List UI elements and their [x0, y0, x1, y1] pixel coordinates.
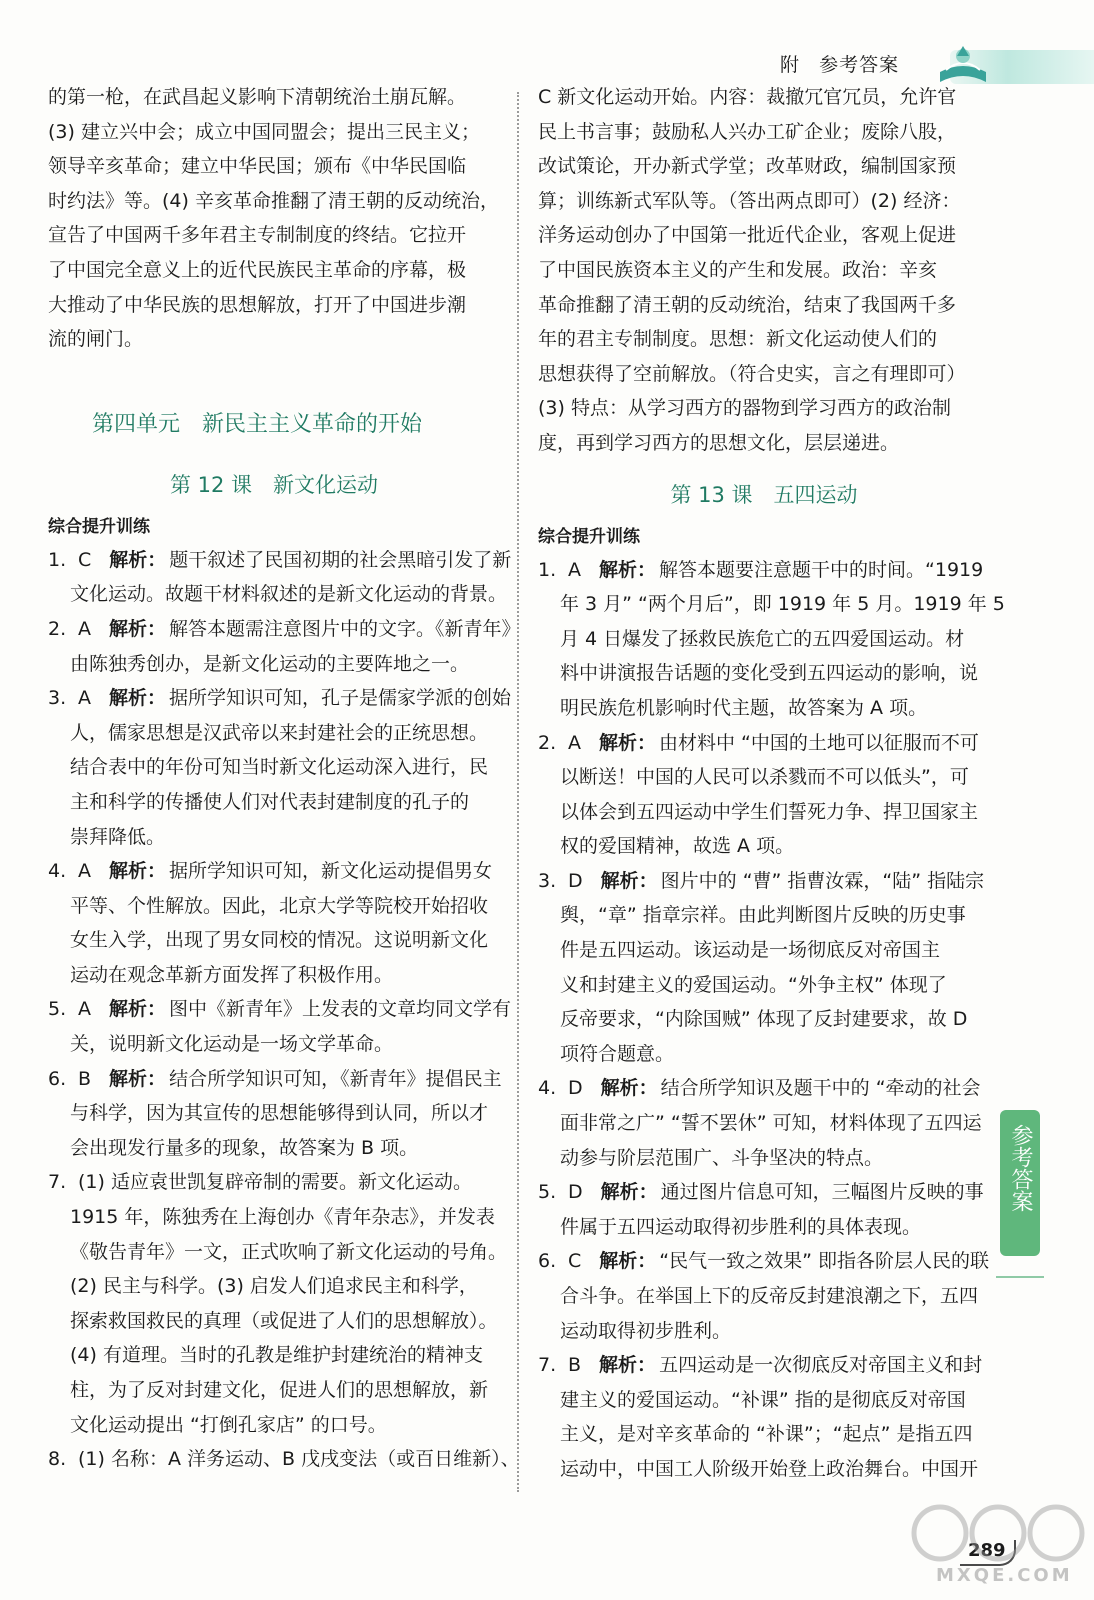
item-text-line [70, 1200, 500, 1235]
item-text: 料中讲演报告话题的变化受到五四运动的影响，说 [560, 662, 979, 685]
item-answer: D [568, 1181, 583, 1204]
item-number: 2. [538, 731, 557, 754]
item-text-line [560, 1037, 990, 1072]
item-answer: A [78, 687, 91, 710]
item-text: 动参与阶层范围广、斗争坚决的特点。 [560, 1146, 884, 1169]
item-text: 结合表中的年份可知当时新文化运动深入进行，民 [70, 756, 489, 779]
item-text-line [70, 785, 500, 820]
analysis-label: 解析： [109, 860, 167, 883]
item-number: 6. [538, 1250, 557, 1273]
item-answer: D [568, 869, 583, 892]
item-text-line [560, 1244, 990, 1279]
text-line: 思想获得了空前解放。（符合史实，言之有理即可） [538, 362, 966, 385]
text-line: 年的君主专制制度。思想：新文化运动使人们的 [538, 328, 938, 351]
item-text: 运动取得初步胜利。 [560, 1319, 732, 1342]
watermark-logo-icon [880, 1495, 1094, 1565]
item-text: 结合所学知识及题干中的 “牵动的社会 [660, 1077, 981, 1100]
item-text-line [560, 933, 990, 968]
analysis-label: 解析： [109, 548, 167, 571]
section-head-right: 综合提升训练 [538, 526, 640, 547]
item-answer: C [78, 548, 92, 571]
item-text: 解答本题需注意图片中的文字。《新青年》 [169, 617, 521, 640]
section-head-left: 综合提升训练 [48, 516, 150, 537]
item-text: 人，儒家思想是汉武帝以来封建社会的正统思想。 [70, 721, 489, 744]
item-text: 由陈独秀创办，是新文化运动的主要阵地之一。 [70, 652, 470, 675]
text-line: C 新文化运动开始。内容：裁撤冗官冗员，允许官 [538, 86, 957, 108]
answer-item [538, 1071, 990, 1175]
item-text: 会出现发行量多的现象，故答案为 B 项。 [70, 1136, 419, 1159]
item-text: 通过图片信息可知，三幅图片反映的事 [660, 1181, 984, 1204]
item-text-line [70, 1027, 500, 1062]
item-text-line [70, 958, 500, 993]
item-text-line [560, 1279, 990, 1314]
page-number: 289 [968, 1540, 1006, 1561]
text-line: 了中国完全意义上的近代民族民主革命的序幕，极 [48, 258, 467, 281]
analysis-label: 解析： [109, 998, 167, 1021]
analysis-label: 解析： [109, 617, 167, 640]
item-answer: C [568, 1250, 582, 1273]
item-number: 6. [48, 1067, 67, 1090]
text-line: 时约法》等。(4) 辛亥革命推翻了清王朝的反动统治， [48, 189, 499, 212]
item-text: 明民族危机影响时代主题，故答案为 A 项。 [560, 696, 928, 719]
item-text: 据所学知识可知，孔子是儒家学派的创始 [169, 687, 512, 710]
item-answer: A [78, 998, 91, 1021]
item-answer: A [78, 860, 91, 883]
item-text-line [560, 1141, 990, 1176]
item-text-line [70, 1408, 500, 1443]
item-text: 面非常之广” “誓不罢休” 可知，材料体现了五四运 [560, 1112, 982, 1135]
text-line: (3) 特点：从学习西方的器物到学习西方的政治制 [538, 397, 951, 420]
item-text-line [560, 864, 990, 899]
item-text: 据所学知识可知，新文化运动提倡男女 [169, 860, 493, 883]
item-text: 五四运动是一次彻底反对帝国主义和封 [659, 1354, 983, 1377]
item-text-line [70, 1062, 500, 1097]
side-rule [996, 1276, 1044, 1278]
item-text-line [70, 1096, 500, 1131]
answer-item [538, 1175, 990, 1244]
text-line: 宣告了中国两千多年君主专制制度的终结。它拉开 [48, 224, 467, 247]
item-number: 5. [538, 1181, 557, 1204]
analysis-label: 解析： [600, 1077, 658, 1100]
item-text-line [70, 1131, 500, 1166]
item-text: 结合所学知识可知，《新青年》提倡民主 [169, 1067, 502, 1090]
item-answer: B [568, 1354, 582, 1377]
item-text-line [78, 1165, 500, 1200]
text-line: 的第一枪，在武昌起义影响下清朝统治土崩瓦解。 [48, 86, 467, 108]
text-line: 流的闸门。 [48, 328, 144, 351]
header-title [780, 50, 899, 77]
answer-item [538, 1244, 990, 1348]
item-text-line [70, 750, 500, 785]
item-text: 以断送！中国的人民可以杀戮而不可以低头”，可 [560, 766, 969, 789]
item-text: 题干叙述了民国初期的社会黑暗引发了新 [169, 548, 512, 571]
item-text-line [70, 647, 500, 682]
header-fu: 附 [780, 54, 801, 76]
item-number: 2. [48, 617, 67, 640]
item-text-line [560, 1071, 990, 1106]
item-number: 4. [538, 1077, 557, 1100]
item-text-line [70, 992, 512, 1027]
right-answer-list [538, 553, 1005, 1487]
answer-item [48, 1062, 500, 1166]
item-text-line [560, 898, 990, 933]
item-text: 反帝要求，“内除国贼” 体现了反封建要求，故 D [560, 1008, 968, 1031]
analysis-label: 解析： [600, 869, 658, 892]
item-text: 舆，“章” 指章宗祥。由此判断图片反映的历史事 [560, 904, 966, 927]
item-text-line [560, 829, 990, 864]
answer-item [48, 681, 512, 854]
column-divider [517, 92, 519, 1492]
item-text: 义和封建主义的爱国运动。“外争主权” 体现了 [560, 973, 947, 996]
answer-item [538, 726, 990, 864]
analysis-label: 解析： [109, 1067, 167, 1090]
item-text-line [560, 622, 990, 657]
item-text: (1) 适应袁世凯复辟帝制的需要。新文化运动。 [78, 1171, 472, 1194]
item-answer: A [568, 731, 581, 754]
item-text-line [70, 681, 512, 716]
side-tab-answers [1000, 1110, 1040, 1256]
item-text-line [560, 1175, 990, 1210]
left-answer-list [48, 543, 521, 1477]
item-text: 合斗争。在举国上下的反帝反封建浪潮之下，五四 [560, 1285, 979, 1307]
item-text-line [560, 968, 990, 1003]
item-text-line [560, 691, 990, 726]
item-number: 1. [48, 548, 67, 571]
item-number: 3. [538, 869, 557, 892]
item-text: 平等、个性解放。因此，北京大学等院校开始招收 [70, 894, 489, 917]
side-tab-label: 参考答案 [1008, 1124, 1033, 1212]
item-text: 柱，为了反对封建文化，促进人们的思想解放，新 [70, 1379, 489, 1401]
item-text: 运动在观念革新方面发挥了积极作用。 [70, 963, 394, 986]
item-number: 7. [538, 1354, 557, 1377]
header-answer-label: 参考答案 [819, 54, 900, 76]
item-text-line [560, 587, 1005, 622]
item-text: 文化运动提出 “打倒孔家店” 的口号。 [70, 1413, 387, 1436]
item-number: 3. [48, 687, 67, 710]
answer-item [538, 864, 990, 1072]
item-text: 项符合题意。 [560, 1042, 675, 1065]
item-text-line [70, 1373, 500, 1408]
item-text: 探索救国救民的真理（或促进了人们的思想解放）。 [70, 1309, 498, 1332]
text-line: 算；训练新式军队等。（答出两点即可）(2) 经济： [538, 189, 961, 212]
item-text: 图片中的 “曹” 指曹汝霖，“陆” 指陆宗 [660, 869, 985, 892]
item-text: 以体会到五四运动中学生们誓死力争、捍卫国家主 [560, 800, 979, 823]
item-text: 图中《新青年》上发表的文章均同文学有 [169, 998, 512, 1021]
answer-item [48, 854, 500, 992]
analysis-label: 解析： [599, 1250, 657, 1273]
answer-item [538, 1348, 990, 1486]
item-text: 运动中，中国工人阶级开始登上政治舞台。中国开 [560, 1457, 979, 1480]
text-line: 民上书言事；鼓励私人兴办工矿企业；废除八股， [538, 120, 957, 143]
item-answer: A [78, 617, 91, 640]
item-text-line [70, 1338, 500, 1373]
item-text: 崇拜降低。 [70, 825, 166, 848]
item-text-line [560, 795, 990, 830]
right-column [538, 80, 1005, 1487]
item-text: 主义，是对辛亥革命的 “补课”；“起点” 是指五四 [560, 1423, 973, 1446]
item-text-line [70, 923, 500, 958]
text-line: 大推动了中华民族的思想解放，打开了中国进步潮 [48, 293, 467, 316]
item-text-line [70, 820, 500, 855]
answer-item [538, 553, 1005, 726]
item-text-line [78, 1442, 520, 1477]
item-text-line [560, 1452, 990, 1487]
text-line: 领导辛亥革命；建立中华民国；颁布《中华民国临 [48, 155, 467, 178]
watermark [880, 1495, 1094, 1600]
answer-item [48, 1165, 508, 1442]
item-text: 解答本题要注意题干中的时间。“1919 [659, 558, 984, 581]
item-text-line [70, 577, 508, 612]
analysis-label: 解析： [599, 1354, 657, 1377]
item-text: 与科学，因为其宣传的思想能够得到认同，所以才 [70, 1102, 489, 1125]
item-text: 文化运动。故题干材料叙述的是新文化运动的背景。 [70, 583, 508, 606]
item-text: 《敬告青年》一文，正式吹响了新文化运动的号角。 [70, 1240, 508, 1263]
item-text: 1915 年，陈独秀在上海创办《青年杂志》，并发表 [70, 1206, 495, 1229]
item-text: 由材料中 “中国的土地可以征服而不可 [659, 731, 979, 754]
item-number: 8. [48, 1448, 67, 1471]
item-text-line [70, 716, 500, 751]
right-intro [538, 80, 990, 461]
lesson-13-title: 第 13 课 五四运动 [670, 482, 858, 507]
item-text-line [560, 1210, 990, 1245]
item-text: (1) 名称：A 洋务运动、B 戊戌变法（或百日维新）、 [78, 1448, 520, 1471]
text-line: 洋务运动创办了中国第一批近代企业，客观上促进 [538, 224, 957, 247]
item-text-line [560, 1417, 990, 1452]
item-text: 主和科学的传播使人们对代表封建制度的孔子的 [70, 790, 470, 813]
answer-item [48, 992, 512, 1061]
page-header [760, 38, 1094, 86]
item-text: (4) 有道理。当时的孔教是维护封建统治的精神支 [70, 1344, 483, 1367]
item-text-line [560, 726, 990, 761]
analysis-label: 解析： [599, 558, 657, 581]
item-number: 4. [48, 860, 67, 883]
item-text: 月 4 日爆发了拯救民族危亡的五四爱国运动。材 [560, 627, 965, 650]
item-text: 件是五四运动。该运动是一场彻底反对帝国主 [560, 939, 941, 962]
item-text-line [560, 760, 990, 795]
item-text-line [560, 1314, 990, 1349]
item-text-line [70, 1304, 500, 1339]
item-text-line [70, 1269, 500, 1304]
analysis-label: 解析： [600, 1181, 658, 1204]
item-text-line [560, 1383, 990, 1418]
item-text: 权的爱国精神，故选 A 项。 [560, 835, 795, 858]
item-text-line [560, 553, 990, 588]
analysis-label: 解析： [109, 687, 167, 710]
item-text-line [70, 889, 500, 924]
item-text: 年 3 月” “两个月后”，即 1919 年 5 月。1919 年 5 [560, 593, 1005, 616]
item-text-line [560, 1002, 990, 1037]
item-number: 7. [48, 1171, 67, 1194]
item-text-line [70, 543, 512, 578]
text-line: 革命推翻了清王朝的反动统治，结束了我国两千多 [538, 293, 957, 316]
left-column [48, 80, 521, 1477]
item-answer: B [78, 1067, 92, 1090]
answer-item [48, 543, 512, 612]
answer-item [48, 1442, 520, 1477]
left-intro [48, 80, 500, 357]
text-line: 改试策论，开办新式学堂；改革财政，编制国家预 [538, 155, 957, 178]
item-text-line [560, 1348, 990, 1383]
item-text-line [70, 854, 500, 889]
item-text-line [560, 1106, 990, 1141]
unit-title: 第四单元 新民主主义革命的开始 [92, 411, 423, 437]
answer-item [48, 612, 521, 681]
watermark-text: MXQE.COM [936, 1565, 1073, 1586]
analysis-label: 解析： [599, 731, 657, 754]
item-text: “民气一致之效果” 即指各阶层人民的联 [659, 1250, 990, 1273]
item-text: 女生入学，出现了男女同校的情况。这说明新文化 [70, 929, 489, 952]
item-text: 建主义的爱国运动。“补课” 指的是彻底反对帝国 [560, 1388, 966, 1411]
item-text: 关，说明新文化运动是一场文学革命。 [70, 1033, 394, 1056]
text-line: 了中国民族资本主义的产生和发展。政治：辛亥 [538, 258, 938, 281]
lesson-12-title: 第 12 课 新文化运动 [169, 472, 379, 497]
item-answer: A [568, 558, 581, 581]
item-text: 件属于五四运动取得初步胜利的具体表现。 [560, 1215, 922, 1238]
item-number: 1. [538, 558, 557, 581]
item-text-line [560, 656, 990, 691]
item-text-line [70, 1235, 508, 1270]
item-text-line [70, 612, 521, 647]
text-line: (3) 建立兴中会；成立中国同盟会；提出三民主义； [48, 120, 480, 143]
item-text: (2) 民主与科学。(3) 启发人们追求民主和科学， [70, 1275, 478, 1298]
text-line: 度，再到学习西方的思想文化，层层递进。 [538, 431, 900, 454]
item-number: 5. [48, 998, 67, 1021]
item-answer: D [568, 1077, 583, 1100]
